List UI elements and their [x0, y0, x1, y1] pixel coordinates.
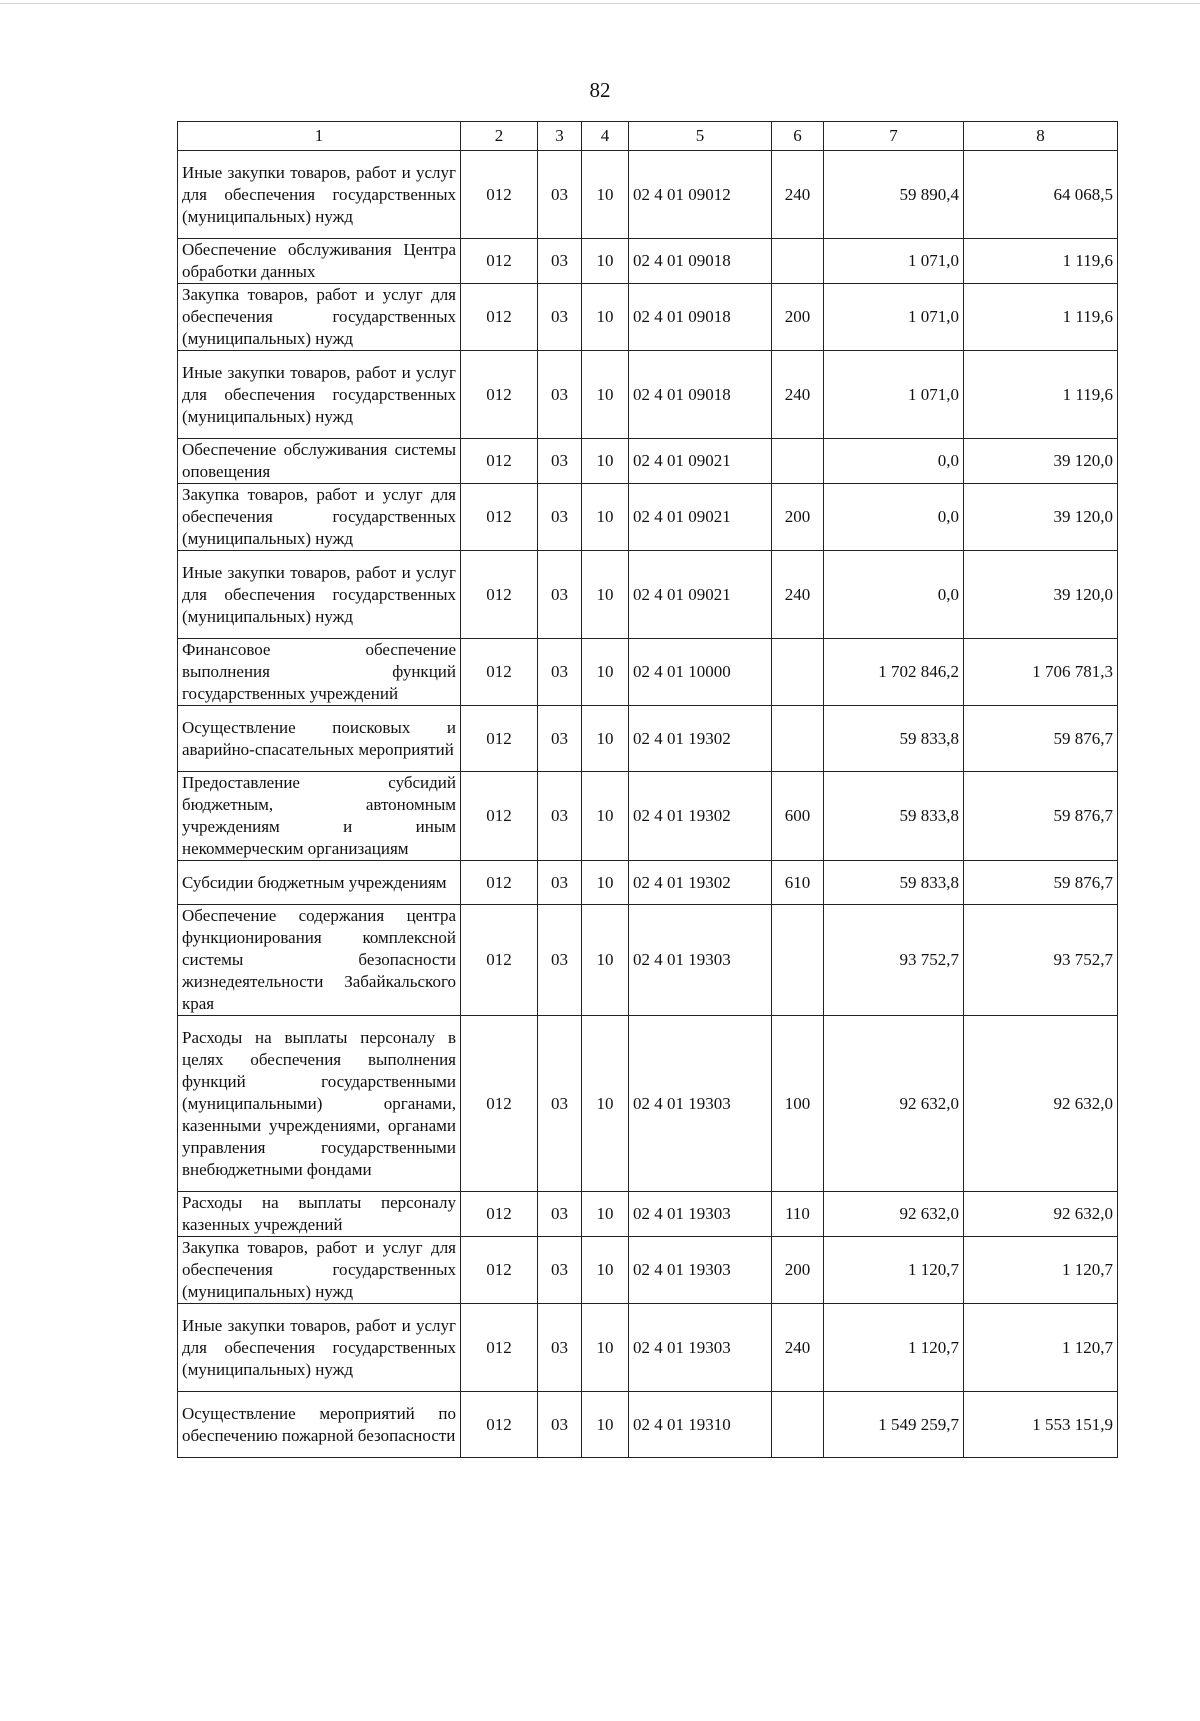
row-admin-code: 012 — [461, 439, 538, 484]
row-section-code: 03 — [538, 284, 582, 351]
row-section-code: 03 — [538, 239, 582, 284]
row-section-code: 03 — [538, 772, 582, 861]
row-amount-year1: 59 833,8 — [824, 861, 964, 905]
header-col-5: 5 — [629, 122, 772, 151]
row-target-article: 02 4 01 19303 — [629, 905, 772, 1016]
row-expense-type: 100 — [772, 1016, 824, 1192]
row-description: Иные закупки товаров, работ и услуг для обеспечения государственных (муниципальных) нужд — [178, 1304, 461, 1392]
row-description: Финансовое обеспечение выполнения функций государственных учреждений — [178, 639, 461, 706]
row-description: Обеспечение обслуживания системы оповещения — [178, 439, 461, 484]
row-description: Иные закупки товаров, работ и услуг для обеспечения государственных (муниципальных) нужд — [178, 551, 461, 639]
row-target-article: 02 4 01 19310 — [629, 1392, 772, 1458]
table-row — [178, 284, 1118, 351]
row-amount-year2: 1 706 781,3 — [964, 639, 1118, 706]
row-amount-year2: 39 120,0 — [964, 484, 1118, 551]
row-admin-code: 012 — [461, 239, 538, 284]
row-amount-year1: 59 890,4 — [824, 151, 964, 239]
row-subsection-code: 10 — [582, 351, 629, 439]
row-description: Осуществление мероприятий по обеспечению пожарной безопасности — [178, 1392, 461, 1458]
table-row — [178, 1304, 1118, 1392]
row-admin-code: 012 — [461, 351, 538, 439]
row-amount-year2: 59 876,7 — [964, 706, 1118, 772]
row-admin-code: 012 — [461, 551, 538, 639]
row-target-article: 02 4 01 10000 — [629, 639, 772, 706]
row-expense-type — [772, 439, 824, 484]
row-section-code: 03 — [538, 1192, 582, 1237]
row-admin-code: 012 — [461, 1304, 538, 1392]
row-description: Субсидии бюджетным учреждениям — [178, 861, 461, 905]
row-description: Расходы на выплаты персоналу в целях обеспечения выполнения функций государственными (муниципальными) органами, казенными учреждениями, органами управления государственными внебюджетными фондами — [178, 1016, 461, 1192]
table-row — [178, 1392, 1118, 1458]
row-amount-year1: 93 752,7 — [824, 905, 964, 1016]
row-subsection-code: 10 — [582, 1392, 629, 1458]
row-amount-year1: 1 549 259,7 — [824, 1392, 964, 1458]
row-description: Иные закупки товаров, работ и услуг для обеспечения государственных (муниципальных) нужд — [178, 151, 461, 239]
row-amount-year1: 0,0 — [824, 551, 964, 639]
row-target-article: 02 4 01 19303 — [629, 1304, 772, 1392]
row-amount-year1: 1 702 846,2 — [824, 639, 964, 706]
table-row — [178, 706, 1118, 772]
row-target-article: 02 4 01 09018 — [629, 351, 772, 439]
row-expense-type: 240 — [772, 1304, 824, 1392]
table-row — [178, 484, 1118, 551]
row-expense-type: 610 — [772, 861, 824, 905]
row-expense-type: 200 — [772, 1237, 824, 1304]
row-subsection-code: 10 — [582, 551, 629, 639]
row-subsection-code: 10 — [582, 639, 629, 706]
row-description: Обеспечение обслуживания Центра обработки данных — [178, 239, 461, 284]
row-amount-year2: 1 119,6 — [964, 284, 1118, 351]
row-amount-year2: 1 119,6 — [964, 351, 1118, 439]
row-section-code: 03 — [538, 484, 582, 551]
header-col-8: 8 — [964, 122, 1118, 151]
table-row — [178, 239, 1118, 284]
row-amount-year1: 1 120,7 — [824, 1304, 964, 1392]
row-admin-code: 012 — [461, 284, 538, 351]
table-row — [178, 1016, 1118, 1192]
row-subsection-code: 10 — [582, 861, 629, 905]
header-col-1: 1 — [178, 122, 461, 151]
row-expense-type: 200 — [772, 284, 824, 351]
row-subsection-code: 10 — [582, 1304, 629, 1392]
row-expense-type: 240 — [772, 551, 824, 639]
row-admin-code: 012 — [461, 861, 538, 905]
row-expense-type: 240 — [772, 351, 824, 439]
row-section-code: 03 — [538, 905, 582, 1016]
row-section-code: 03 — [538, 1237, 582, 1304]
row-amount-year2: 59 876,7 — [964, 772, 1118, 861]
row-target-article: 02 4 01 09021 — [629, 439, 772, 484]
row-expense-type: 600 — [772, 772, 824, 861]
row-amount-year2: 64 068,5 — [964, 151, 1118, 239]
header-col-4: 4 — [582, 122, 629, 151]
row-target-article: 02 4 01 19303 — [629, 1237, 772, 1304]
row-amount-year1: 59 833,8 — [824, 772, 964, 861]
row-admin-code: 012 — [461, 772, 538, 861]
table-row — [178, 639, 1118, 706]
row-target-article: 02 4 01 19303 — [629, 1192, 772, 1237]
row-section-code: 03 — [538, 861, 582, 905]
row-subsection-code: 10 — [582, 1192, 629, 1237]
table-row — [178, 351, 1118, 439]
row-admin-code: 012 — [461, 905, 538, 1016]
row-admin-code: 012 — [461, 1392, 538, 1458]
row-amount-year1: 0,0 — [824, 484, 964, 551]
row-subsection-code: 10 — [582, 772, 629, 861]
row-amount-year2: 1 553 151,9 — [964, 1392, 1118, 1458]
row-description: Предоставление субсидий бюджетным, автономным учреждениям и иным некоммерческим организациям — [178, 772, 461, 861]
row-amount-year2: 1 120,7 — [964, 1237, 1118, 1304]
row-expense-type: 200 — [772, 484, 824, 551]
row-amount-year1: 0,0 — [824, 439, 964, 484]
row-amount-year2: 92 632,0 — [964, 1192, 1118, 1237]
row-section-code: 03 — [538, 1016, 582, 1192]
row-expense-type — [772, 239, 824, 284]
row-amount-year2: 1 119,6 — [964, 239, 1118, 284]
row-subsection-code: 10 — [582, 151, 629, 239]
row-expense-type: 110 — [772, 1192, 824, 1237]
row-target-article: 02 4 01 09012 — [629, 151, 772, 239]
table-body — [178, 151, 1118, 1458]
row-expense-type: 240 — [772, 151, 824, 239]
row-section-code: 03 — [538, 351, 582, 439]
row-expense-type — [772, 1392, 824, 1458]
row-target-article: 02 4 01 09018 — [629, 239, 772, 284]
row-amount-year1: 59 833,8 — [824, 706, 964, 772]
row-subsection-code: 10 — [582, 284, 629, 351]
row-target-article: 02 4 01 19302 — [629, 861, 772, 905]
row-description: Расходы на выплаты персоналу казенных учреждений — [178, 1192, 461, 1237]
row-admin-code: 012 — [461, 1237, 538, 1304]
row-description: Осуществление поисковых и аварийно-спасательных мероприятий — [178, 706, 461, 772]
row-section-code: 03 — [538, 639, 582, 706]
header-col-7: 7 — [824, 122, 964, 151]
table-header-row — [178, 122, 1118, 151]
row-description: Обеспечение содержания центра функционирования комплексной системы безопасности жизнедеятельности Забайкальского края — [178, 905, 461, 1016]
table-row — [178, 151, 1118, 239]
header-col-3: 3 — [538, 122, 582, 151]
row-description: Иные закупки товаров, работ и услуг для обеспечения государственных (муниципальных) нужд — [178, 351, 461, 439]
row-subsection-code: 10 — [582, 239, 629, 284]
row-expense-type — [772, 639, 824, 706]
header-col-6: 6 — [772, 122, 824, 151]
row-description: Закупка товаров, работ и услуг для обеспечения государственных (муниципальных) нужд — [178, 1237, 461, 1304]
row-section-code: 03 — [538, 439, 582, 484]
table-row — [178, 861, 1118, 905]
row-amount-year1: 1 071,0 — [824, 284, 964, 351]
row-subsection-code: 10 — [582, 1237, 629, 1304]
row-target-article: 02 4 01 19302 — [629, 772, 772, 861]
row-admin-code: 012 — [461, 706, 538, 772]
row-amount-year2: 1 120,7 — [964, 1304, 1118, 1392]
page-number: 82 — [589, 78, 611, 102]
row-admin-code: 012 — [461, 484, 538, 551]
table-row — [178, 905, 1118, 1016]
scan-edge-line — [0, 3, 1200, 4]
row-expense-type — [772, 706, 824, 772]
row-amount-year1: 92 632,0 — [824, 1016, 964, 1192]
table-row — [178, 439, 1118, 484]
row-section-code: 03 — [538, 551, 582, 639]
row-subsection-code: 10 — [582, 905, 629, 1016]
row-expense-type — [772, 905, 824, 1016]
budget-table — [177, 121, 1118, 1458]
row-target-article: 02 4 01 09021 — [629, 551, 772, 639]
table-row — [178, 1192, 1118, 1237]
row-target-article: 02 4 01 19302 — [629, 706, 772, 772]
row-admin-code: 012 — [461, 151, 538, 239]
row-target-article: 02 4 01 09018 — [629, 284, 772, 351]
row-amount-year1: 1 071,0 — [824, 239, 964, 284]
table-row — [178, 1237, 1118, 1304]
row-amount-year2: 59 876,7 — [964, 861, 1118, 905]
row-amount-year1: 1 071,0 — [824, 351, 964, 439]
row-subsection-code: 10 — [582, 706, 629, 772]
row-section-code: 03 — [538, 151, 582, 239]
row-target-article: 02 4 01 19303 — [629, 1016, 772, 1192]
row-subsection-code: 10 — [582, 439, 629, 484]
row-target-article: 02 4 01 09021 — [629, 484, 772, 551]
table-row — [178, 551, 1118, 639]
row-description: Закупка товаров, работ и услуг для обеспечения государственных (муниципальных) нужд — [178, 484, 461, 551]
row-admin-code: 012 — [461, 639, 538, 706]
row-subsection-code: 10 — [582, 1016, 629, 1192]
row-amount-year2: 39 120,0 — [964, 439, 1118, 484]
table-row — [178, 772, 1118, 861]
row-amount-year2: 39 120,0 — [964, 551, 1118, 639]
row-section-code: 03 — [538, 706, 582, 772]
row-admin-code: 012 — [461, 1192, 538, 1237]
row-amount-year2: 93 752,7 — [964, 905, 1118, 1016]
row-amount-year1: 1 120,7 — [824, 1237, 964, 1304]
row-admin-code: 012 — [461, 1016, 538, 1192]
row-subsection-code: 10 — [582, 484, 629, 551]
row-amount-year2: 92 632,0 — [964, 1016, 1118, 1192]
row-section-code: 03 — [538, 1304, 582, 1392]
row-section-code: 03 — [538, 1392, 582, 1458]
header-col-2: 2 — [461, 122, 538, 151]
row-amount-year1: 92 632,0 — [824, 1192, 964, 1237]
row-description: Закупка товаров, работ и услуг для обеспечения государственных (муниципальных) нужд — [178, 284, 461, 351]
